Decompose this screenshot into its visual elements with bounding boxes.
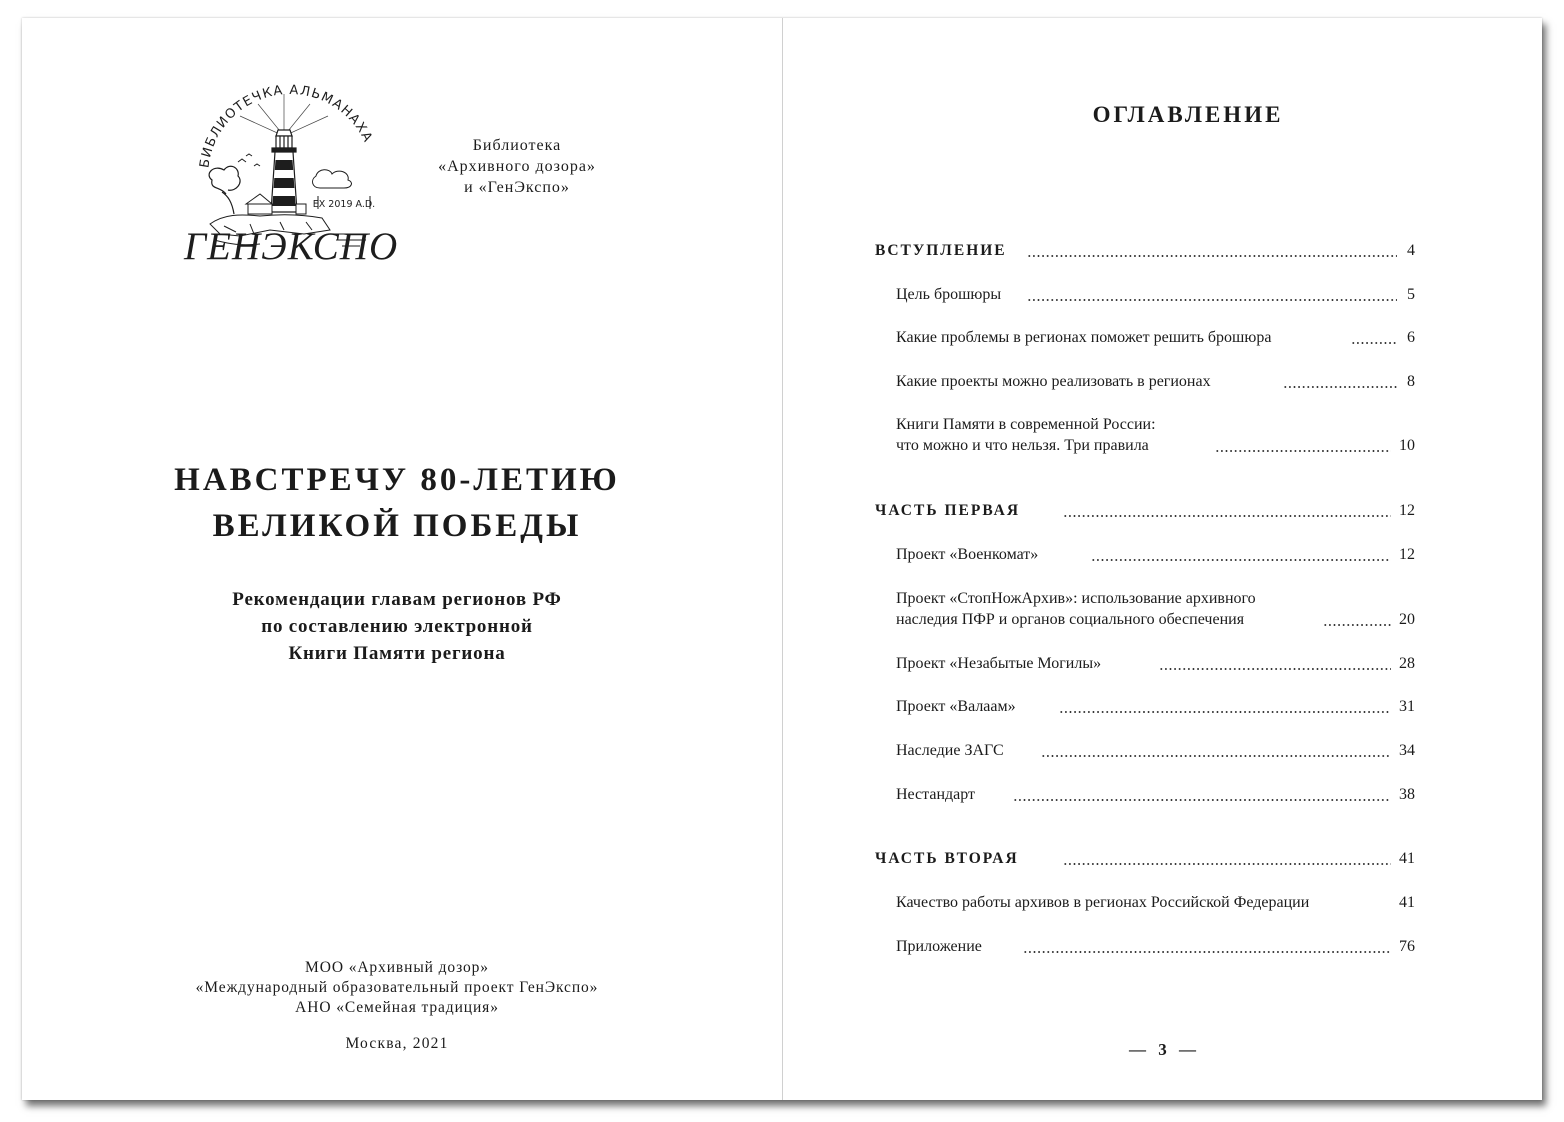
toc-leader (1215, 450, 1391, 452)
toc-label: Приложение (896, 938, 982, 955)
toc-leader (1159, 668, 1391, 670)
toc-page-number: 38 (1399, 786, 1415, 803)
book-spread (22, 18, 1542, 1100)
page-folio: — 3 — (1129, 1040, 1200, 1059)
toc-leader (1013, 799, 1391, 801)
toc-page-number: 12 (1399, 502, 1415, 519)
library-caption (402, 135, 632, 198)
toc-page-number: 76 (1399, 938, 1415, 955)
toc-page-number: 6 (1407, 329, 1415, 346)
toc-label: Проект «СтопНожАрхив»: использование архивного (896, 590, 1256, 607)
toc-leader (1059, 711, 1391, 713)
toc-page-number: 5 (1407, 286, 1415, 303)
publisher-line-1: МОО «Архивный дозор» (305, 959, 489, 976)
toc-label: Цель брошюры (896, 286, 1002, 303)
toc-page-number: 28 (1399, 655, 1415, 672)
toc-label: Нестандарт (896, 786, 976, 803)
toc-page-number: 34 (1399, 742, 1415, 759)
subtitle-line-1: Рекомендации главам регионов РФ (232, 589, 562, 610)
right-page (783, 18, 1542, 1100)
book-title-line-1: НАВСТРЕЧУ 80-ЛЕТИЮ (174, 462, 620, 498)
place-year: Москва, 2021 (345, 1035, 449, 1052)
toc-label: Какие проблемы в регионах поможет решить брошюра (896, 329, 1272, 346)
toc-label-continued: наследия ПФР и органов социального обеспечения (896, 611, 1245, 628)
toc-leader (1351, 342, 1397, 344)
toc-leader (1027, 299, 1397, 301)
library-caption-line: «Архивного дозора» (438, 158, 596, 175)
toc-label: Проект «Незабытые Могилы» (896, 655, 1102, 672)
toc-page-number: 8 (1407, 373, 1415, 390)
book-title-line-2: ВЕЛИКОЙ ПОБЕДЫ (212, 508, 582, 544)
toc-page-number: 12 (1399, 546, 1415, 563)
toc-label: Проект «Военкомат» (896, 546, 1039, 563)
toc-leader (1063, 515, 1391, 517)
toc-label: Проект «Валаам» (896, 698, 1016, 715)
toc-page-number: 41 (1399, 850, 1415, 867)
toc-leader (1027, 255, 1397, 257)
left-page (22, 18, 782, 1100)
toc-label: Наследие ЗАГС (896, 742, 1004, 759)
toc-heading: ОГЛАВЛЕНИЕ (1092, 102, 1284, 127)
genexpo-wordmark: ГЕНЭКСПО (184, 225, 399, 268)
svg-text:EX 2019 A.D.: EX 2019 A.D. (312, 199, 376, 210)
library-caption-line: и «ГенЭкспо» (464, 179, 570, 196)
toc-page-number: 10 (1399, 437, 1415, 454)
toc-label: Качество работы архивов в регионах Российской Федерации (896, 894, 1310, 911)
svg-text:БИБЛИОТЕЧКА АЛЬМАНАХА: БИБЛИОТЕЧКА АЛЬМАНАХА (197, 82, 376, 169)
subtitle-line-3: Книги Памяти региона (288, 643, 506, 664)
publisher-line-3: АНО «Семейная традиция» (295, 999, 499, 1016)
toc-label: Какие проекты можно реализовать в регионах (896, 373, 1211, 390)
subtitle-line-2: по составлению электронной (261, 616, 533, 637)
toc-page-number: 41 (1399, 894, 1415, 911)
toc-leader (1023, 951, 1391, 953)
toc-label-continued: что можно и что нельзя. Три правила (896, 437, 1149, 454)
toc-label: ЧАСТЬ ПЕРВАЯ (875, 502, 1021, 519)
toc-label: Книги Памяти в современной России: (896, 416, 1156, 433)
toc-leader (1063, 863, 1391, 865)
toc-label: ВСТУПЛЕНИЕ (875, 242, 1007, 259)
toc-leader (1283, 386, 1397, 388)
library-caption-line: Библиотека (472, 137, 562, 154)
toc-leader (1091, 559, 1391, 561)
toc-page-number: 4 (1407, 242, 1415, 259)
toc-page-number: 20 (1399, 611, 1415, 628)
toc-label: ЧАСТЬ ВТОРАЯ (875, 850, 1019, 867)
toc-leader (1041, 755, 1391, 757)
toc-leader (1323, 624, 1391, 626)
publisher-line-2: «Международный образовательный проект ГенЭкспо» (195, 979, 599, 996)
toc-page-number: 31 (1399, 698, 1415, 715)
